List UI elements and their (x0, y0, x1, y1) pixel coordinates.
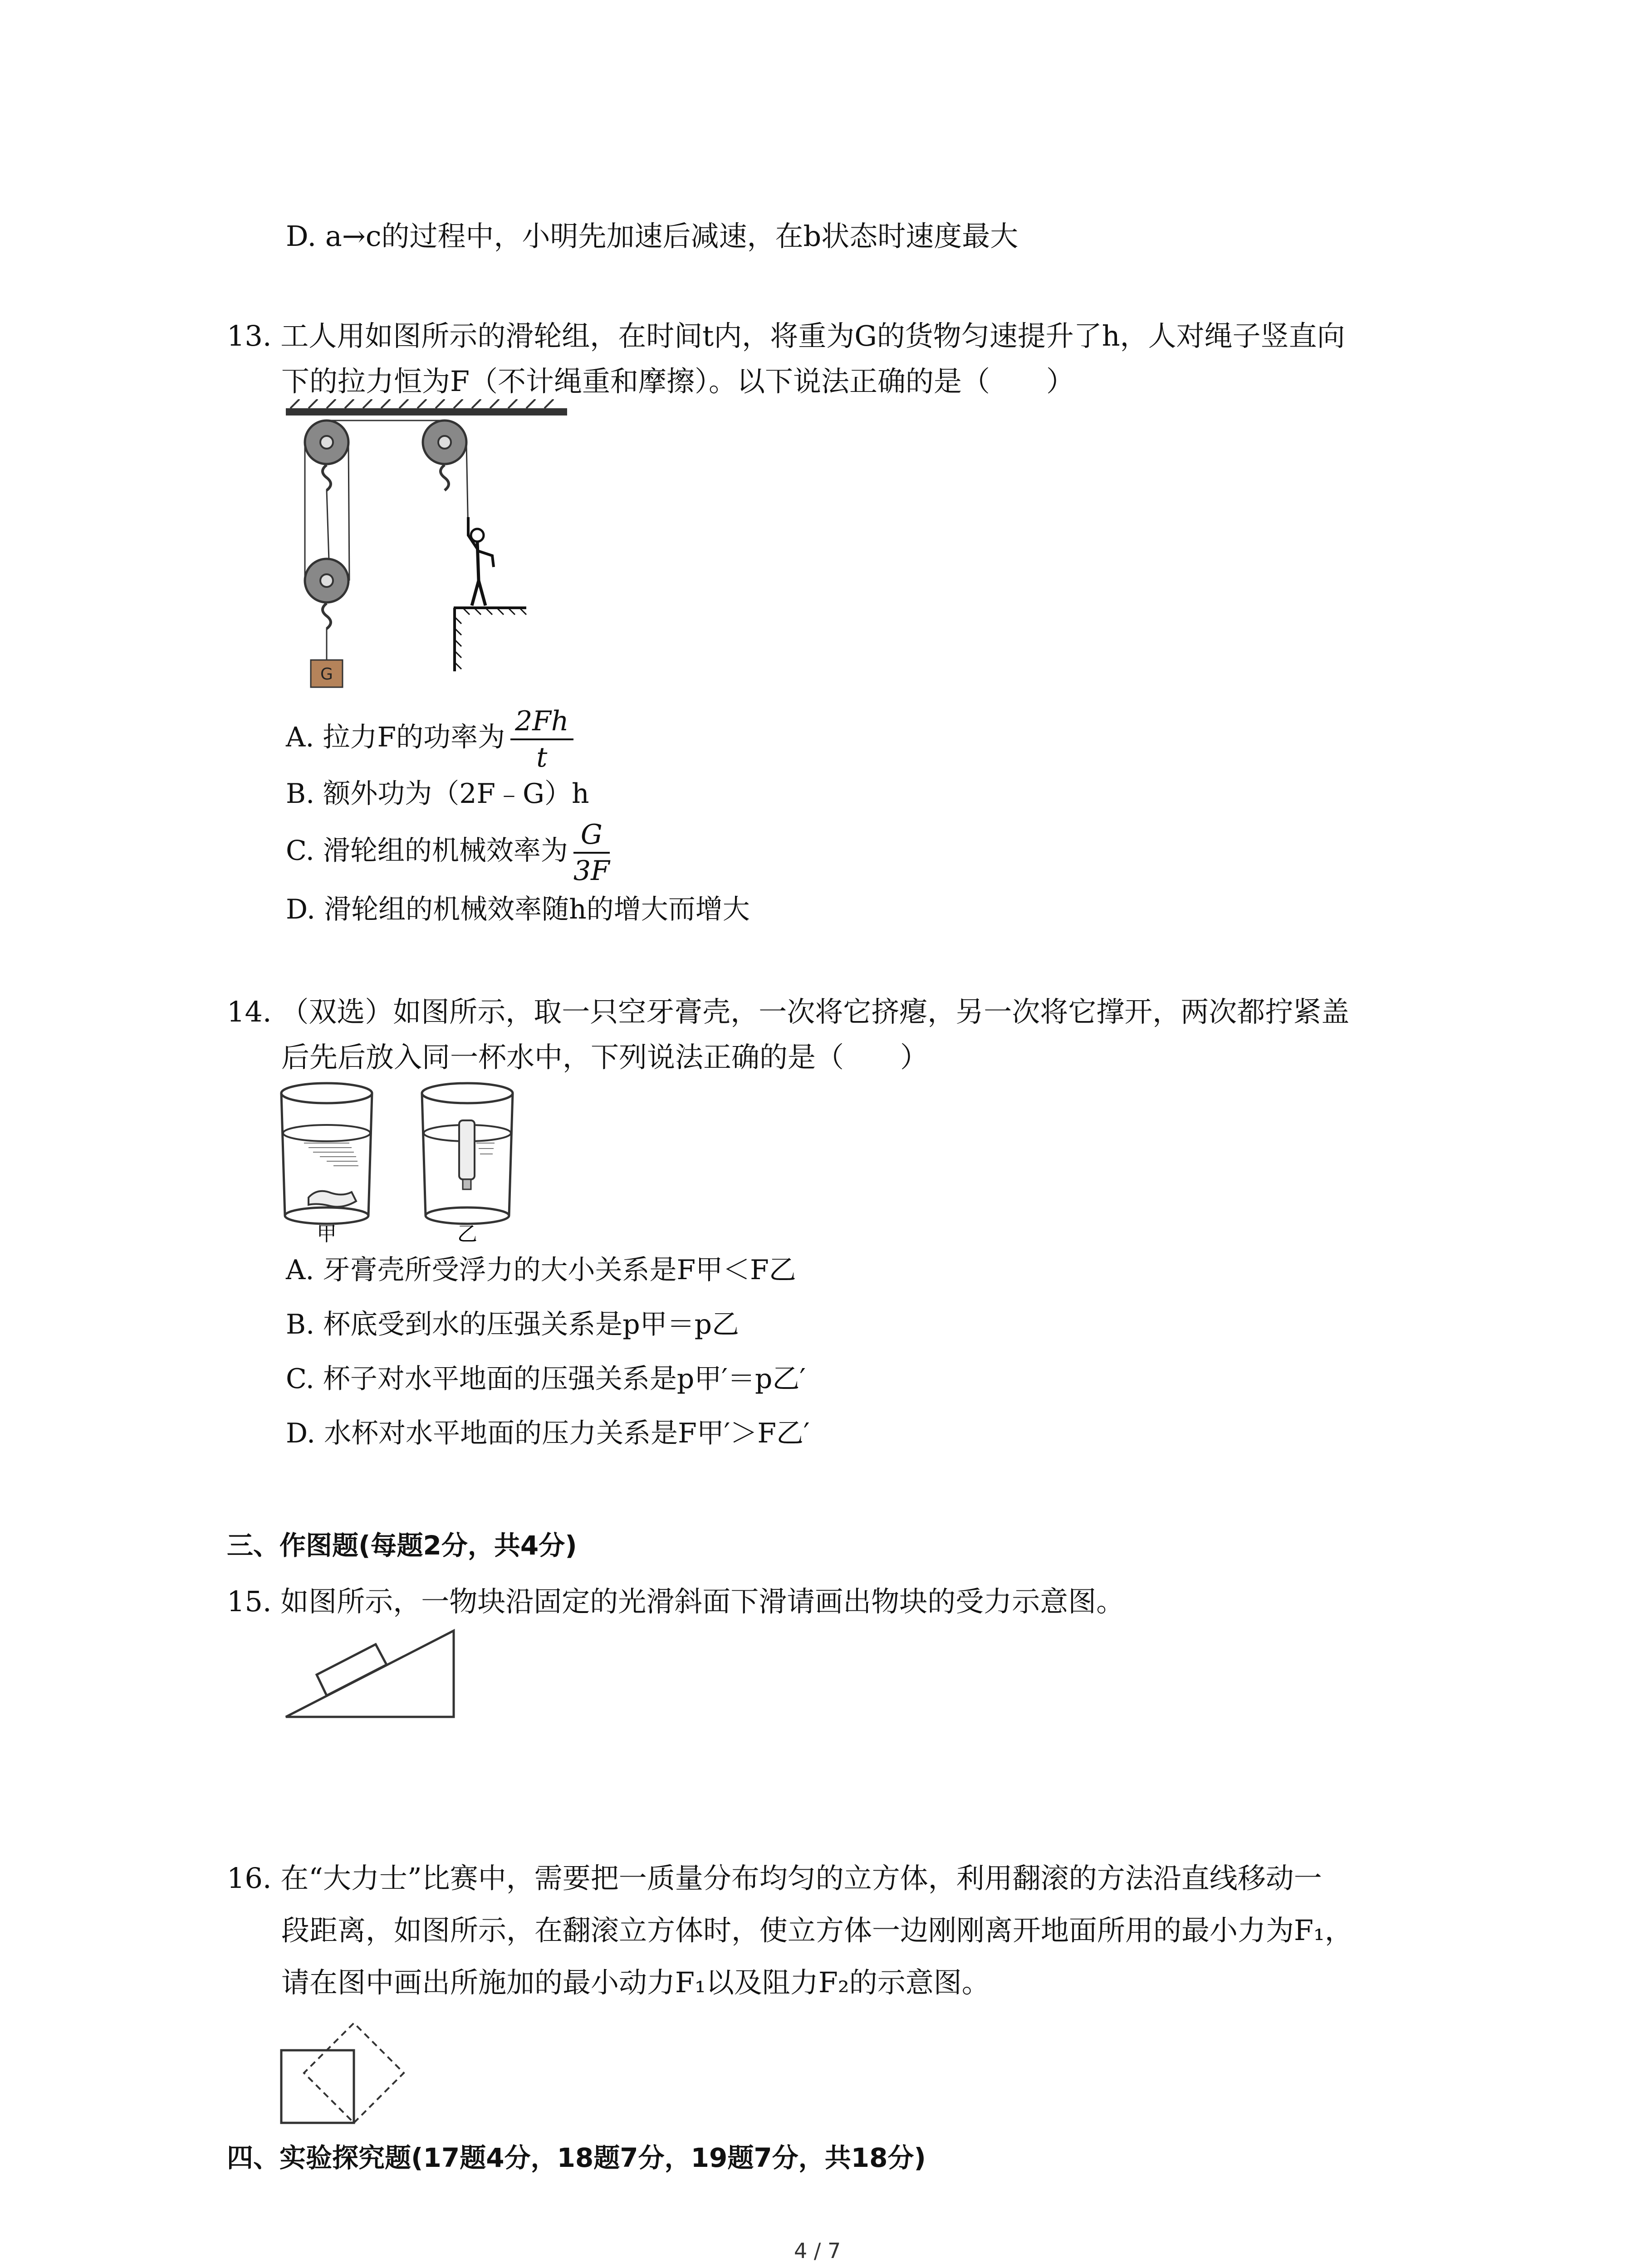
fraction-numerator: 2Fh (510, 708, 573, 740)
q13-option-d: D. 滑轮组的机械效率随h的增大而增大 (286, 894, 750, 925)
q14-option-a: A. 牙膏壳所受浮力的大小关系是F甲＜F乙 (286, 1254, 796, 1286)
q15-stem: 15. 如图所示，一物块沿固定的光滑斜面下滑请画出物块的受力示意图。 (227, 1585, 1125, 1618)
q16-stem-line1: 16. 在“大力士”比赛中，需要把一质量分布均匀的立方体，利用翻滚的方法沿直线移动一 (227, 1862, 1322, 1895)
weight-label: G (320, 665, 333, 684)
q14-option-c: C. 杯子对水平地面的压强关系是p甲′＝p乙′ (286, 1363, 806, 1395)
q13-option-c (286, 821, 610, 885)
q13-option-c-text: C. 滑轮组的机械效率为 (286, 835, 568, 867)
q13-stem-line1: 13. 工人用如图所示的滑轮组，在时间t内，将重为G的货物匀速提升了h，人对绳子竖直向 (227, 319, 1345, 352)
q13-option-c-fraction (573, 821, 610, 885)
q14-stem-line2: 后先后放入同一杯水中，下列说法正确的是（ ） (281, 1041, 929, 1074)
page-number: 4 / 7 (794, 2239, 841, 2263)
q14-stem-line1: 14. （双选）如图所示，取一只空牙膏壳，一次将它挤瘪，另一次将它撑开，两次都拧紧盖 (227, 995, 1350, 1028)
fraction-numerator: G (573, 821, 610, 854)
fraction-denominator: t (536, 742, 548, 773)
q13-option-a (286, 705, 573, 773)
q12-option-d: D. a→c的过程中，小明先加速后减速，在b状态时速度最大 (286, 220, 1019, 253)
q14-option-b: B. 杯底受到水的压强关系是p甲＝p乙 (286, 1309, 740, 1340)
q16-stem-line2: 段距离，如图所示，在翻滚立方体时，使立方体一边刚刚离开地面所用的最小力为F₁， (281, 1914, 1353, 1947)
beakers-figure (277, 1080, 549, 1252)
q16-stem-line3: 请在图中画出所施加的最小动力F₁以及阻力F₂的示意图。 (281, 1966, 990, 1999)
q13-option-a-text: A. 拉力F的功率为 (286, 721, 505, 753)
cube-figure (277, 2009, 413, 2132)
incline-figure (281, 1619, 472, 1724)
q13-option-a-fraction (510, 705, 573, 773)
fraction-denominator: 3F (573, 855, 610, 887)
pulley-figure (272, 399, 599, 708)
section-3-title: 三、作图题(每题2分，共4分) (227, 1530, 577, 1561)
q13-stem-line2: 下的拉力恒为F（不计绳重和摩擦）。以下说法正确的是（ ） (281, 365, 1075, 398)
caption-yi: 乙 (457, 1222, 477, 1246)
q13-option-b: B. 额外功为（2F﹣G）h (286, 778, 589, 810)
caption-jia: 甲 (317, 1222, 337, 1246)
q14-option-d: D. 水杯对水平地面的压力关系是F甲′＞F乙′ (286, 1418, 810, 1449)
section-4-title: 四、实验探究题(17题4分，18题7分，19题7分，共18分) (227, 2142, 926, 2173)
